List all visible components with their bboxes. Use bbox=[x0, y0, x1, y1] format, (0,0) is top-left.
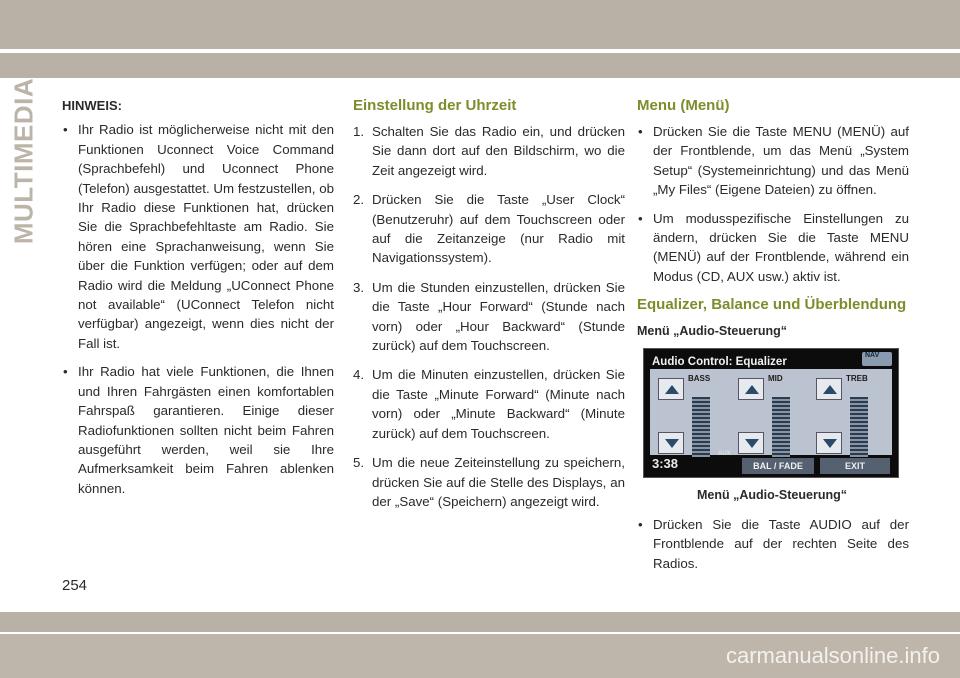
bass-adjust bbox=[658, 378, 684, 454]
list-item: • Ihr Radio ist möglicherweise nicht mit den Funktionen Uconnect Voice Command (Sprachbefehl) und Uconnect Phone (Telefon) ausgestattet. Um festzustellen, ob Ihr Radio diese Funktionen hat, drücken Sie die Sprachbefehltaste am Radio. Sie hören eine Sprachanweisung, wenn Sie über die Funktion verfügen; oder auf dem Radio wird die Meldung „UConnect Phone not available“ (UConnect Telefon nicht verfügbar) angezeigt, wenn dies nicht der Fall ist. bbox=[62, 120, 334, 353]
column-clock-setting bbox=[353, 96, 625, 521]
list-item: • Um modusspezifische Einstellungen zu ändern, drücken Sie die Taste MENU (MENÜ) auf der Frontblende, während ein Modus (CD, AUX usw.) aktiv ist. bbox=[637, 209, 909, 287]
step-number: 4. bbox=[353, 367, 365, 383]
menu-bullet-list bbox=[637, 122, 909, 286]
figure-caption: Menü „Audio-Steuerung“ bbox=[697, 487, 847, 502]
step-number: 5. bbox=[353, 455, 365, 471]
list-item: • Drücken Sie die Taste MENU (MENÜ) auf der Frontblende, um das Menü „System Setup“ (Systemeinrichtung) und das Menü „My Files“ (Eigene Dateien) zu öffnen. bbox=[637, 122, 909, 200]
screen-title: Audio Control: Equalizer bbox=[652, 355, 787, 368]
band-label-treb: TREB bbox=[846, 373, 868, 383]
footer-band bbox=[0, 612, 960, 632]
section-heading-clock: Einstellung der Uhrzeit bbox=[353, 97, 517, 114]
audio-bullet-list bbox=[637, 515, 909, 573]
section-side-tab bbox=[4, 77, 44, 245]
exit-button[interactable]: EXIT bbox=[820, 458, 890, 474]
band-label-bass: BASS bbox=[688, 373, 711, 383]
step-text: Um die Minuten einzustellen, drücken Sie die Taste „Minute Forward“ (Minute nach vorn) oder „Minute Backward“ (Minute zurück) auf dem Touchscreen. bbox=[372, 367, 625, 441]
nav-button[interactable]: NAV bbox=[862, 352, 892, 366]
step-number: 1. bbox=[353, 124, 365, 139]
mid-adjust bbox=[738, 378, 764, 454]
list-item: • Ihr Radio hat viele Funktionen, die Ihnen und Ihren Fahrgästen einen komfortablen Fahrspaß garantieren. Einige dieser Radiofunktionen sollten nicht beim Fahren ausgeführt werden, weil sie Ihre Aufmerksamkeit beim Fahren ablenken können. bbox=[62, 362, 334, 498]
section-heading-equalizer: Equalizer, Balance und Überblendung bbox=[637, 296, 907, 314]
treb-up-button[interactable] bbox=[816, 378, 842, 400]
step-number: 3. bbox=[353, 279, 365, 295]
mid-level-bar[interactable] bbox=[772, 397, 790, 457]
section-heading-menu: Menu (Menü) bbox=[637, 97, 730, 114]
step-text: Drücken Sie die Taste „User Clock“ (Benutzeruhr) auf dem Touchscreen oder auf die Zeitanzeige (nur Radio mit Navigationssystem). bbox=[372, 192, 625, 266]
step-number: 2. bbox=[353, 192, 365, 208]
clock-display[interactable]: 3:38 bbox=[652, 456, 679, 472]
mid-up-button[interactable] bbox=[738, 378, 764, 400]
step-text: Schalten Sie das Radio ein, und drücken Sie dann dort auf den Bildschirm, wo die Zeit angezeigt wird. bbox=[372, 124, 625, 178]
treb-adjust bbox=[816, 378, 842, 454]
audio-control-screen bbox=[643, 348, 899, 478]
watermark-text: carmanualsonline.info bbox=[725, 643, 940, 668]
band-label-mid: MID bbox=[768, 373, 783, 383]
bass-up-button[interactable] bbox=[658, 378, 684, 400]
bass-level-bar[interactable] bbox=[692, 397, 710, 457]
list-item bbox=[353, 190, 625, 268]
mid-down-button[interactable] bbox=[738, 432, 764, 454]
list-item bbox=[353, 278, 625, 356]
equalizer-panel bbox=[650, 369, 892, 455]
list-item bbox=[353, 453, 625, 511]
note-heading: HINWEIS: bbox=[62, 98, 122, 113]
header-band bbox=[0, 0, 960, 49]
list-item bbox=[353, 122, 625, 180]
list-item: • Drücken Sie die Taste AUDIO auf der Frontblende auf der rechten Seite des Radios. bbox=[637, 515, 909, 573]
treb-level-bar[interactable] bbox=[850, 397, 868, 457]
bal-fade-button[interactable]: BAL / FADE bbox=[742, 458, 814, 474]
clock-steps-list bbox=[353, 122, 625, 511]
figure-title: Menü „Audio-Steuerung“ bbox=[637, 324, 787, 339]
page-number: 254 bbox=[62, 577, 88, 594]
list-item bbox=[353, 365, 625, 443]
column-hinweis bbox=[62, 96, 334, 507]
step-text: Um die neue Zeiteinstellung zu speichern, drücken Sie auf die Stelle des Displays, an der „Save“ (Speichern) angezeigt wird. bbox=[372, 455, 625, 509]
bass-down-button[interactable] bbox=[658, 432, 684, 454]
section-side-tab-label: MULTIMEDIA bbox=[8, 77, 39, 245]
treb-down-button[interactable] bbox=[816, 432, 842, 454]
header-band-lower bbox=[0, 53, 960, 78]
step-text: Um die Stunden einzustellen, drücken Sie die Taste „Hour Forward“ (Stunde nach vorn) oder „Hour Backward“ (Stunde zurück) auf dem Touchscreen. bbox=[372, 279, 625, 354]
source-indicator: AUX bbox=[718, 451, 731, 458]
column-menu bbox=[637, 96, 909, 582]
note-bullet-list bbox=[62, 120, 334, 498]
